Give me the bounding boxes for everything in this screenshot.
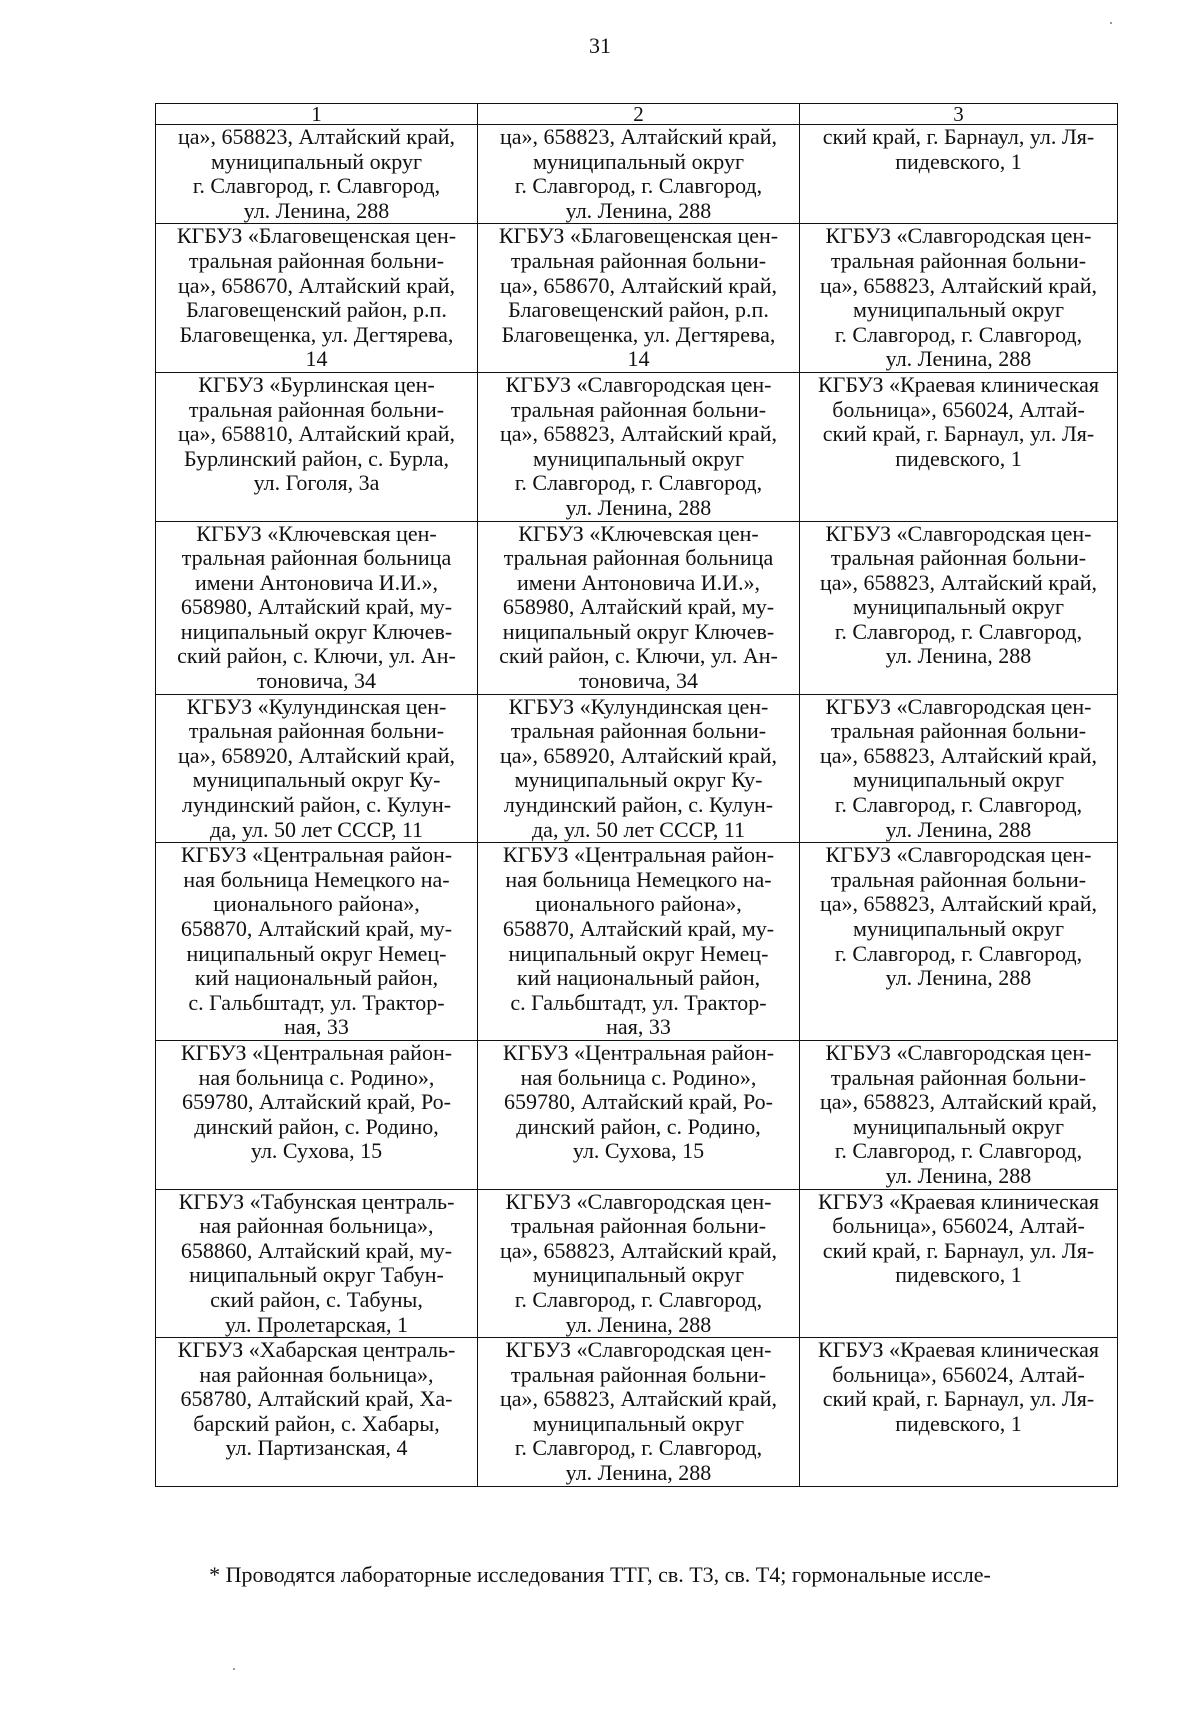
scan-speck <box>233 1668 235 1670</box>
footnote: * Проводятся лабораторные исследования ТТГ, св. Т3, св. Т4; гормональные иссле- <box>209 1562 991 1587</box>
table-cell: КГБУЗ «Табунская централь- ная районная больница», 658860, Алтайский край, му- ниципальный округ Табун- ский район, с. Табуны, ул. Пролетарская, 1 <box>156 1189 478 1338</box>
table-cell: КГБУЗ «Славгородская цен- тральная районная больни- ца», 658823, Алтайский край, муниципальный округ г. Славгород, г. Славгород, ул. Ленина, 288 <box>478 1338 800 1487</box>
table-cell: КГБУЗ «Кулундинская цен- тральная районная больни- ца», 658920, Алтайский край, муниципальный округ Ку- лундинский район, с. Кулун- да, ул. 50 лет СССР, 11 <box>478 694 800 843</box>
table-cell: КГБУЗ «Славгородская цен- тральная районная больни- ца», 658823, Алтайский край, муниципальный округ г. Славгород, г. Славгород, ул. Ленина, 288 <box>478 1189 800 1338</box>
table-row <box>156 694 1118 843</box>
table-cell: КГБУЗ «Славгородская цен- тральная районная больни- ца», 658823, Алтайский край, муниципальный округ г. Славгород, г. Славгород, ул. Ленина, 288 <box>800 694 1118 843</box>
table-cell: КГБУЗ «Благовещенская цен- тральная районная больни- ца», 658670, Алтайский край, Благовещенский район, р.п. Благовещенка, ул. Дегтярева, 14 <box>478 224 800 373</box>
scan-speck <box>1110 22 1112 24</box>
table-cell: КГБУЗ «Краевая клиническая больница», 656024, Алтай- ский край, г. Барнаул, ул. Ля- пидевского, 1 <box>800 372 1118 521</box>
table-row <box>156 521 1118 694</box>
table-row <box>156 1040 1118 1189</box>
table-cell: КГБУЗ «Благовещенская цен- тральная районная больни- ца», 658670, Алтайский край, Благовещенский район, р.п. Благовещенка, ул. Дегтярева, 14 <box>156 224 478 373</box>
table-cell: ца», 658823, Алтайский край, муниципальный округ г. Славгород, г. Славгород, ул. Ленина, 288 <box>156 125 478 224</box>
table-cell: КГБУЗ «Центральная район- ная больница с. Родино», 659780, Алтайский край, Ро- динский район, с. Родино, ул. Сухова, 15 <box>478 1040 800 1189</box>
table-cell: КГБУЗ «Славгородская цен- тральная районная больни- ца», 658823, Алтайский край, муниципальный округ г. Славгород, г. Славгород, ул. Ленина, 288 <box>800 224 1118 373</box>
table-row <box>156 125 1118 224</box>
table-header <box>156 104 1118 125</box>
table-cell: КГБУЗ «Славгородская цен- тральная районная больни- ца», 658823, Алтайский край, муниципальный округ г. Славгород, г. Славгород, ул. Ленина, 288 <box>478 372 800 521</box>
table-cell: КГБУЗ «Славгородская цен- тральная районная больни- ца», 658823, Алтайский край, муниципальный округ г. Славгород, г. Славгород, ул. Ленина, 288 <box>800 521 1118 694</box>
table-cell: КГБУЗ «Краевая клиническая больница», 656024, Алтай- ский край, г. Барнаул, ул. Ля- пидевского, 1 <box>800 1189 1118 1338</box>
table-row <box>156 843 1118 1041</box>
table-cell: КГБУЗ «Центральная район- ная больница Немецкого на- ционального района», 658870, Алтайский край, му- ниципальный округ Немец- кий национальный район, с. Гальбштадт, ул. Трактор- ная, 33 <box>478 843 800 1041</box>
table-cell: ский край, г. Барнаул, ул. Ля- пидевского, 1 <box>800 125 1118 224</box>
page-number: 31 <box>589 33 611 58</box>
table-cell: КГБУЗ «Центральная район- ная больница Немецкого на- ционального района», 658870, Алтайский край, му- ниципальный округ Немец- кий национальный район, с. Гальбштадт, ул. Трактор- ная, 33 <box>156 843 478 1041</box>
table-row <box>156 372 1118 521</box>
table-cell: КГБУЗ «Хабарская централь- ная районная больница», 658780, Алтайский край, Ха- барский район, с. Хабары, ул. Партизанская, 4 <box>156 1338 478 1487</box>
column-header-1: 1 <box>156 104 478 125</box>
table-cell: ца», 658823, Алтайский край, муниципальный округ г. Славгород, г. Славгород, ул. Ленина, 288 <box>478 125 800 224</box>
table-cell: КГБУЗ «Кулундинская цен- тральная районная больни- ца», 658920, Алтайский край, муниципальный округ Ку- лундинский район, с. Кулун- да, ул. 50 лет СССР, 11 <box>156 694 478 843</box>
table-cell: КГБУЗ «Славгородская цен- тральная районная больни- ца», 658823, Алтайский край, муниципальный округ г. Славгород, г. Славгород, ул. Ленина, 288 <box>800 843 1118 1041</box>
table-row <box>156 1189 1118 1338</box>
table-row <box>156 1338 1118 1487</box>
header-row <box>156 104 1118 125</box>
column-header-3: 3 <box>800 104 1118 125</box>
table-cell: КГБУЗ «Бурлинская цен- тральная районная больни- ца», 658810, Алтайский край, Бурлинский район, с. Бурла, ул. Гоголя, 3а <box>156 372 478 521</box>
table-body <box>156 125 1118 1487</box>
table-cell: КГБУЗ «Славгородская цен- тральная районная больни- ца», 658823, Алтайский край, муниципальный округ г. Славгород, г. Славгород, ул. Ленина, 288 <box>800 1040 1118 1189</box>
table-cell: КГБУЗ «Центральная район- ная больница с. Родино», 659780, Алтайский край, Ро- динский район, с. Родино, ул. Сухова, 15 <box>156 1040 478 1189</box>
table-cell: КГБУЗ «Ключевская цен- тральная районная больница имени Антоновича И.И.», 658980, Алтайский край, му- ниципальный округ Ключев- ский район, с. Ключи, ул. Ан- тоновича, 34 <box>478 521 800 694</box>
table-cell: КГБУЗ «Ключевская цен- тральная районная больница имени Антоновича И.И.», 658980, Алтайский край, му- ниципальный округ Ключев- ский район, с. Ключи, ул. Ан- тоновича, 34 <box>156 521 478 694</box>
column-header-2: 2 <box>478 104 800 125</box>
institutions-table <box>155 103 1118 1487</box>
table-row <box>156 224 1118 373</box>
table-cell: КГБУЗ «Краевая клиническая больница», 656024, Алтай- ский край, г. Барнаул, ул. Ля- пидевского, 1 <box>800 1338 1118 1487</box>
